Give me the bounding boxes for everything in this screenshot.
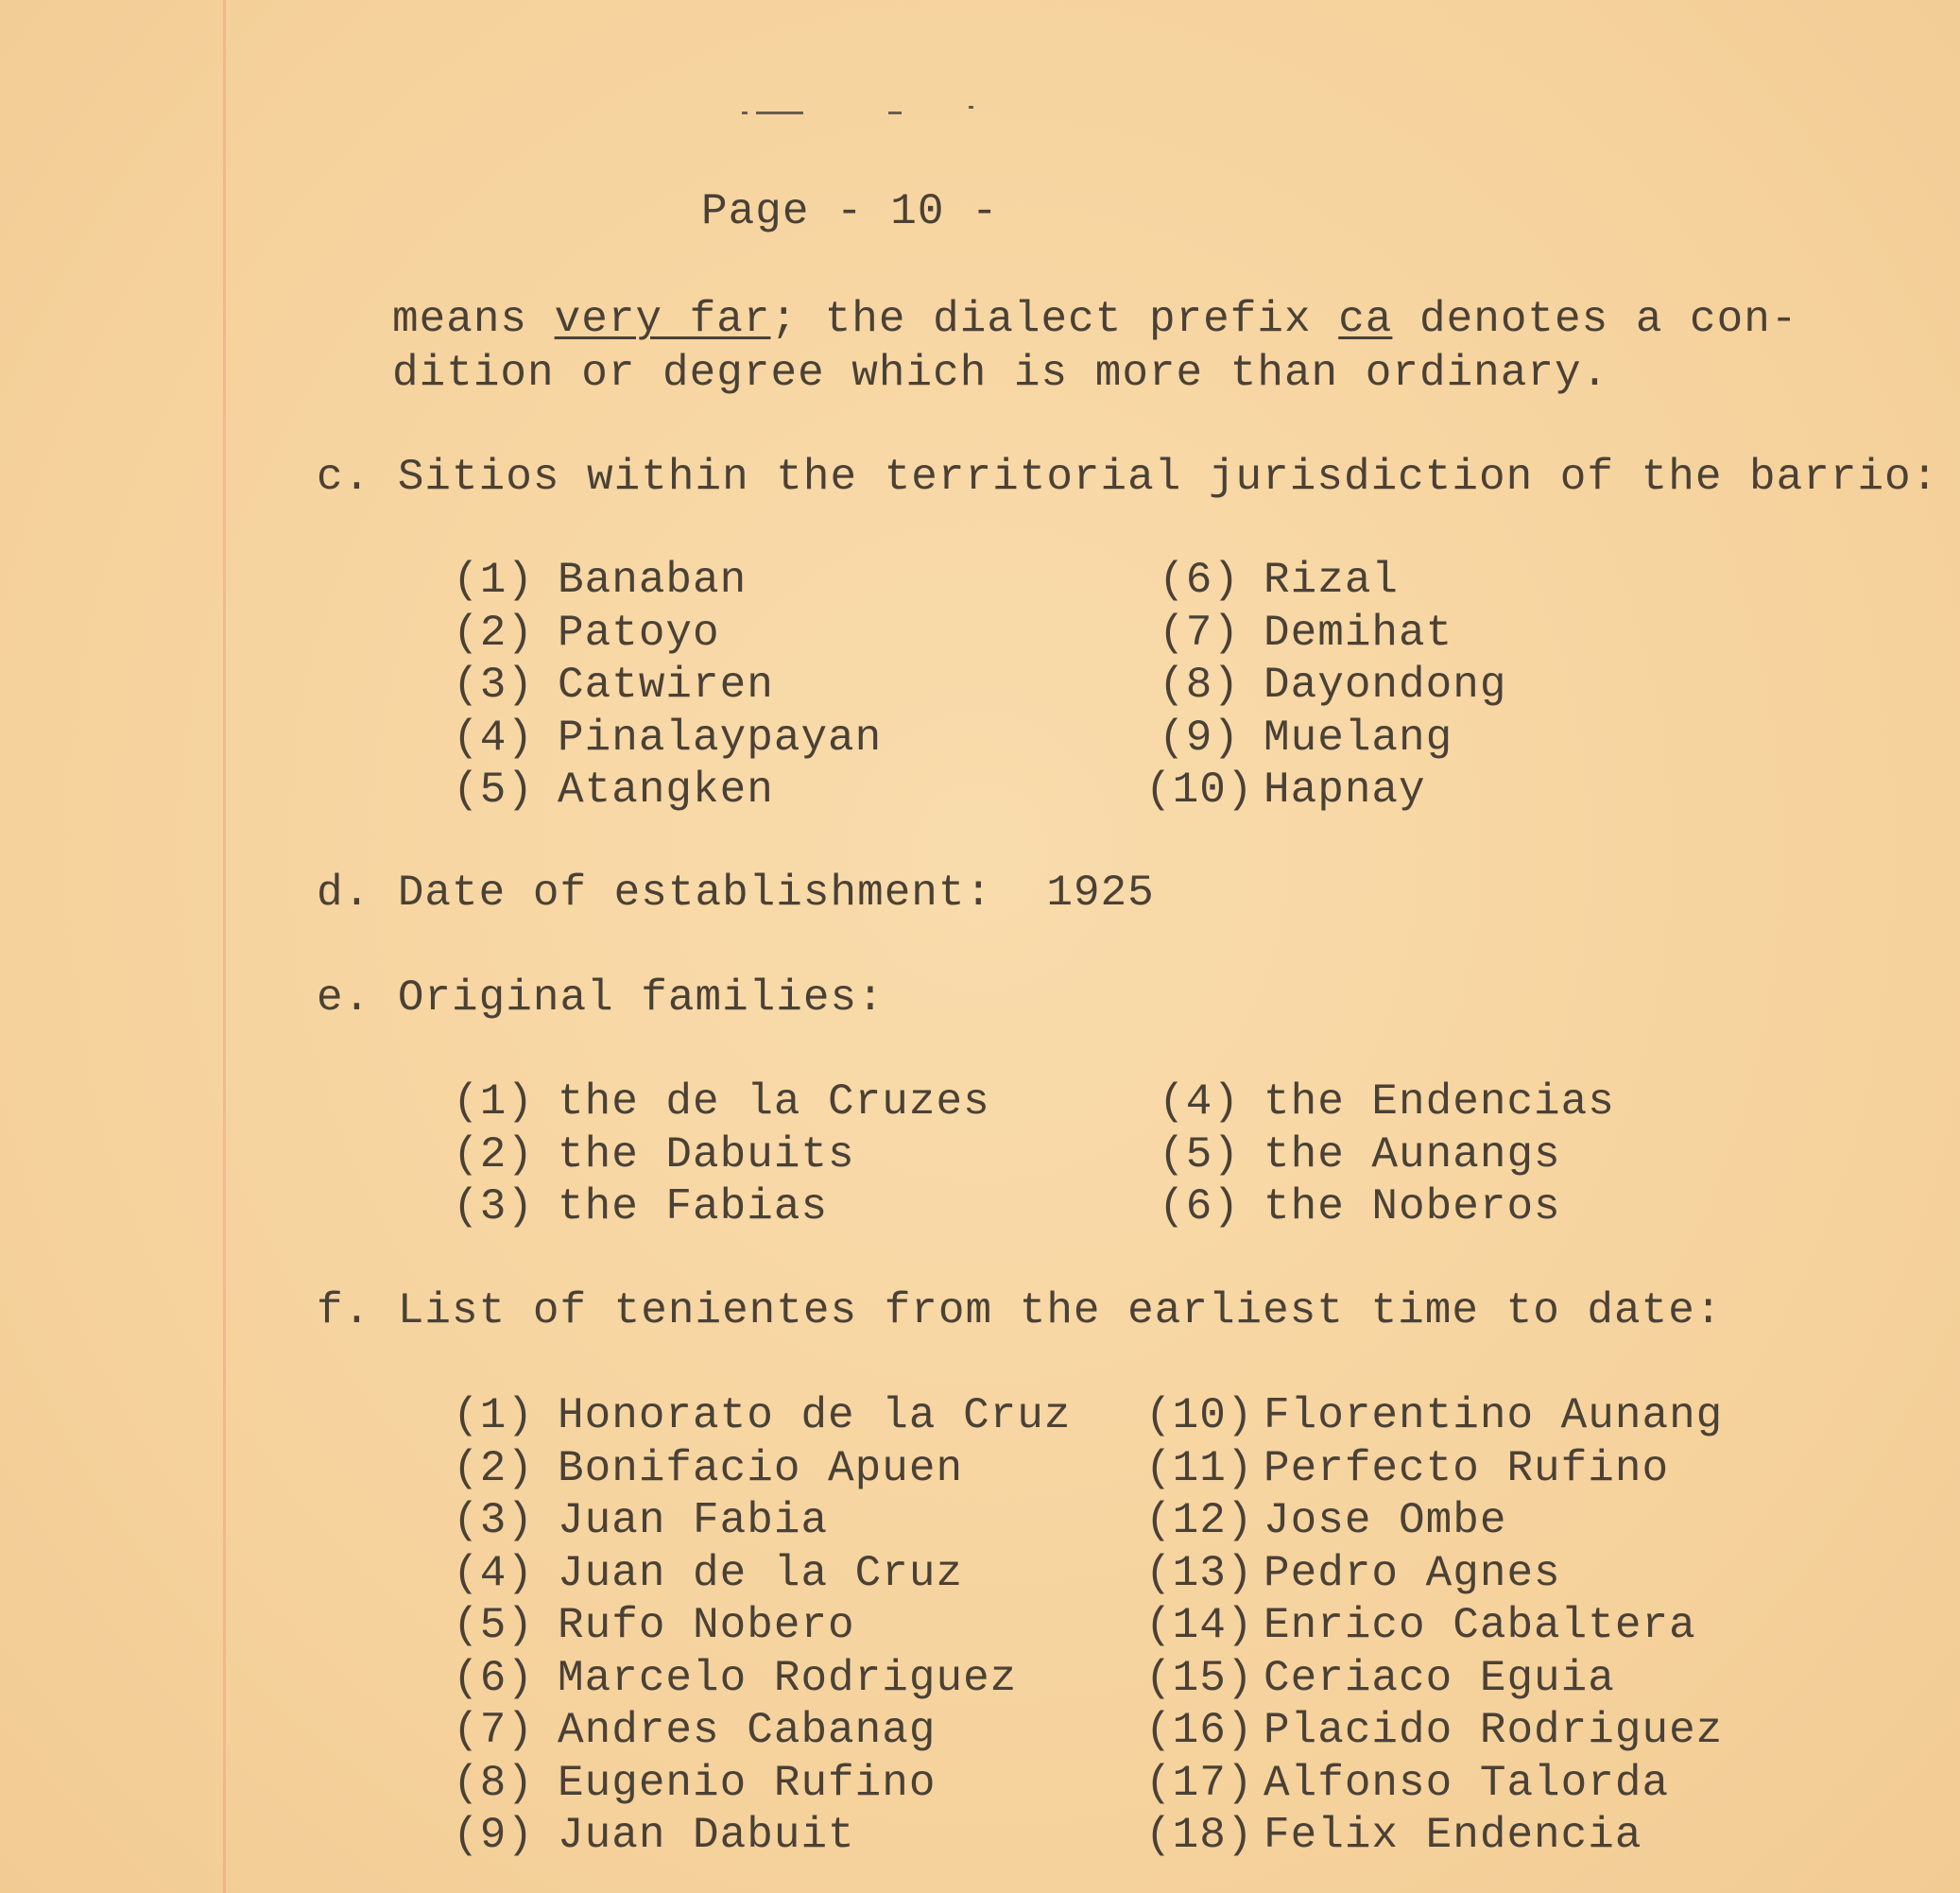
item-name: the Endencias	[1264, 1077, 1615, 1127]
list-item	[444, 1495, 1072, 1548]
item-number: (6)	[453, 1653, 534, 1703]
item-number: (7)	[1159, 608, 1240, 658]
item-name: Rizal	[1264, 556, 1400, 605]
item-name: Bonifacio Apuen	[558, 1443, 964, 1493]
item-number: (2)	[453, 608, 534, 658]
item-name: Muelang	[1264, 713, 1453, 763]
item-name: Banaban	[558, 556, 748, 605]
list-item	[444, 1076, 990, 1129]
list-item	[1145, 555, 1506, 608]
list-item	[1145, 1443, 1723, 1496]
item-name: Dayondong	[1264, 661, 1507, 710]
intro-text: ; the dialect prefix	[770, 295, 1339, 344]
list-item	[1145, 1600, 1723, 1653]
section-f-heading: f. List of tenientes from the earliest time to date:	[317, 1286, 1723, 1335]
sitios-list-right	[1145, 555, 1506, 817]
margin-line	[223, 0, 226, 1893]
item-number: (1)	[453, 556, 534, 605]
list-item	[1145, 1495, 1723, 1548]
list-item	[444, 1653, 1072, 1706]
item-name: Placido Rodriguez	[1264, 1706, 1724, 1755]
list-item	[444, 1390, 1072, 1443]
list-item	[1145, 1548, 1723, 1601]
item-name: Demihat	[1264, 608, 1453, 658]
section-e-heading: e. Original families:	[317, 973, 885, 1023]
tenientes-list-left	[444, 1390, 1072, 1863]
families-list-left	[444, 1076, 990, 1234]
list-item	[1145, 765, 1506, 817]
item-number: (14)	[1145, 1601, 1254, 1650]
item-name: Pinalaypayan	[558, 713, 883, 763]
list-item	[1145, 608, 1506, 661]
underlined-prefix: ca	[1338, 295, 1393, 344]
intro-line-1	[392, 293, 1797, 346]
item-number: (5)	[1159, 1129, 1240, 1179]
tenientes-list-right	[1145, 1390, 1723, 1863]
list-item	[444, 1600, 1072, 1653]
item-number: (2)	[453, 1443, 534, 1493]
item-name: the Noberos	[1264, 1182, 1561, 1231]
item-name: Honorato de la Cruz	[558, 1391, 1072, 1440]
list-item	[1145, 1390, 1723, 1443]
item-name: Juan Dabuit	[558, 1811, 855, 1860]
item-number: (4)	[453, 1548, 534, 1598]
item-number: (1)	[453, 1391, 534, 1440]
item-name: the de la Cruzes	[558, 1077, 990, 1127]
item-number: (8)	[453, 1758, 534, 1808]
item-number: (15)	[1145, 1653, 1254, 1703]
list-item	[444, 1548, 1072, 1601]
item-name: Felix Endencia	[1264, 1811, 1642, 1860]
item-number: (4)	[1159, 1077, 1240, 1127]
establishment-year: 1925	[1046, 869, 1155, 918]
item-name: Pedro Agnes	[1264, 1548, 1561, 1598]
item-name: Florentino Aunang	[1264, 1391, 1724, 1440]
item-number: (6)	[1159, 556, 1240, 605]
item-name: Perfecto Rufino	[1264, 1443, 1670, 1493]
list-item	[444, 555, 882, 608]
item-name: Rufo Nobero	[558, 1601, 855, 1650]
item-name: the Dabuits	[558, 1129, 855, 1179]
item-number: (12)	[1145, 1496, 1254, 1545]
list-item	[1145, 1653, 1723, 1706]
list-item	[444, 1181, 990, 1234]
item-name: Atangken	[558, 766, 774, 815]
item-name: the Fabias	[558, 1182, 829, 1231]
list-item	[1145, 1705, 1723, 1758]
item-number: (13)	[1145, 1548, 1254, 1598]
list-item	[444, 1758, 1072, 1811]
top-marks	[742, 104, 988, 123]
item-number: (16)	[1145, 1706, 1254, 1755]
intro-text: means	[392, 295, 555, 344]
list-item	[444, 765, 882, 817]
item-number: (17)	[1145, 1758, 1254, 1808]
item-name: Eugenio Rufino	[558, 1758, 937, 1808]
item-number: (8)	[1159, 661, 1240, 710]
item-number: (10)	[1145, 1391, 1254, 1440]
item-name: Andres Cabanag	[558, 1706, 937, 1755]
item-name: Juan Fabia	[558, 1496, 829, 1545]
item-name: Ceriaco Eguia	[1264, 1653, 1615, 1703]
item-name: Juan de la Cruz	[558, 1548, 964, 1598]
item-name: the Aunangs	[1264, 1129, 1561, 1179]
list-item	[444, 660, 882, 713]
list-item	[1145, 1076, 1615, 1129]
section-d-heading: d. Date of establishment:	[317, 869, 993, 918]
item-number: (11)	[1145, 1443, 1254, 1493]
item-name: Enrico Cabaltera	[1264, 1601, 1696, 1650]
list-item	[1145, 1758, 1723, 1811]
intro-line-2: dition or degree which is more than ordinary.	[392, 349, 1609, 398]
list-item	[1145, 713, 1506, 766]
item-number: (2)	[453, 1129, 534, 1179]
item-name: Alfonso Talorda	[1264, 1758, 1670, 1808]
section-c-heading: c. Sitios within the territorial jurisdiction of the barrio:	[317, 453, 1939, 502]
list-item	[444, 1129, 990, 1182]
item-name: Marcelo Rodriguez	[558, 1653, 1018, 1703]
item-number: (9)	[453, 1811, 534, 1860]
item-number: (5)	[453, 766, 534, 815]
list-item	[444, 713, 882, 766]
item-name: Catwiren	[558, 661, 774, 710]
families-list-right	[1145, 1076, 1615, 1234]
item-name: Jose Ombe	[1264, 1496, 1507, 1545]
item-number: (5)	[453, 1601, 534, 1650]
item-name: Patoyo	[558, 608, 720, 658]
item-number: (3)	[453, 1182, 534, 1231]
item-number: (18)	[1145, 1811, 1254, 1860]
intro-text: denotes a con-	[1392, 295, 1798, 344]
list-item	[444, 608, 882, 661]
page-number: Page - 10 -	[701, 187, 999, 236]
list-item	[444, 1810, 1072, 1863]
list-item	[444, 1705, 1072, 1758]
section-d	[317, 867, 1155, 920]
item-number: (1)	[453, 1077, 534, 1127]
item-number: (4)	[453, 713, 534, 763]
list-item	[1145, 1810, 1723, 1863]
item-name: Hapnay	[1264, 766, 1426, 815]
item-number: (3)	[453, 1496, 534, 1545]
list-item	[1145, 1181, 1615, 1234]
list-item	[444, 1443, 1072, 1496]
list-item	[1145, 1129, 1615, 1182]
underlined-term: very far	[554, 295, 771, 344]
item-number: (9)	[1159, 713, 1240, 763]
item-number: (7)	[453, 1706, 534, 1755]
sitios-list-left	[444, 555, 882, 817]
item-number: (10)	[1145, 766, 1254, 815]
item-number: (3)	[453, 661, 534, 710]
item-number: (6)	[1159, 1182, 1240, 1231]
list-item	[1145, 660, 1506, 713]
